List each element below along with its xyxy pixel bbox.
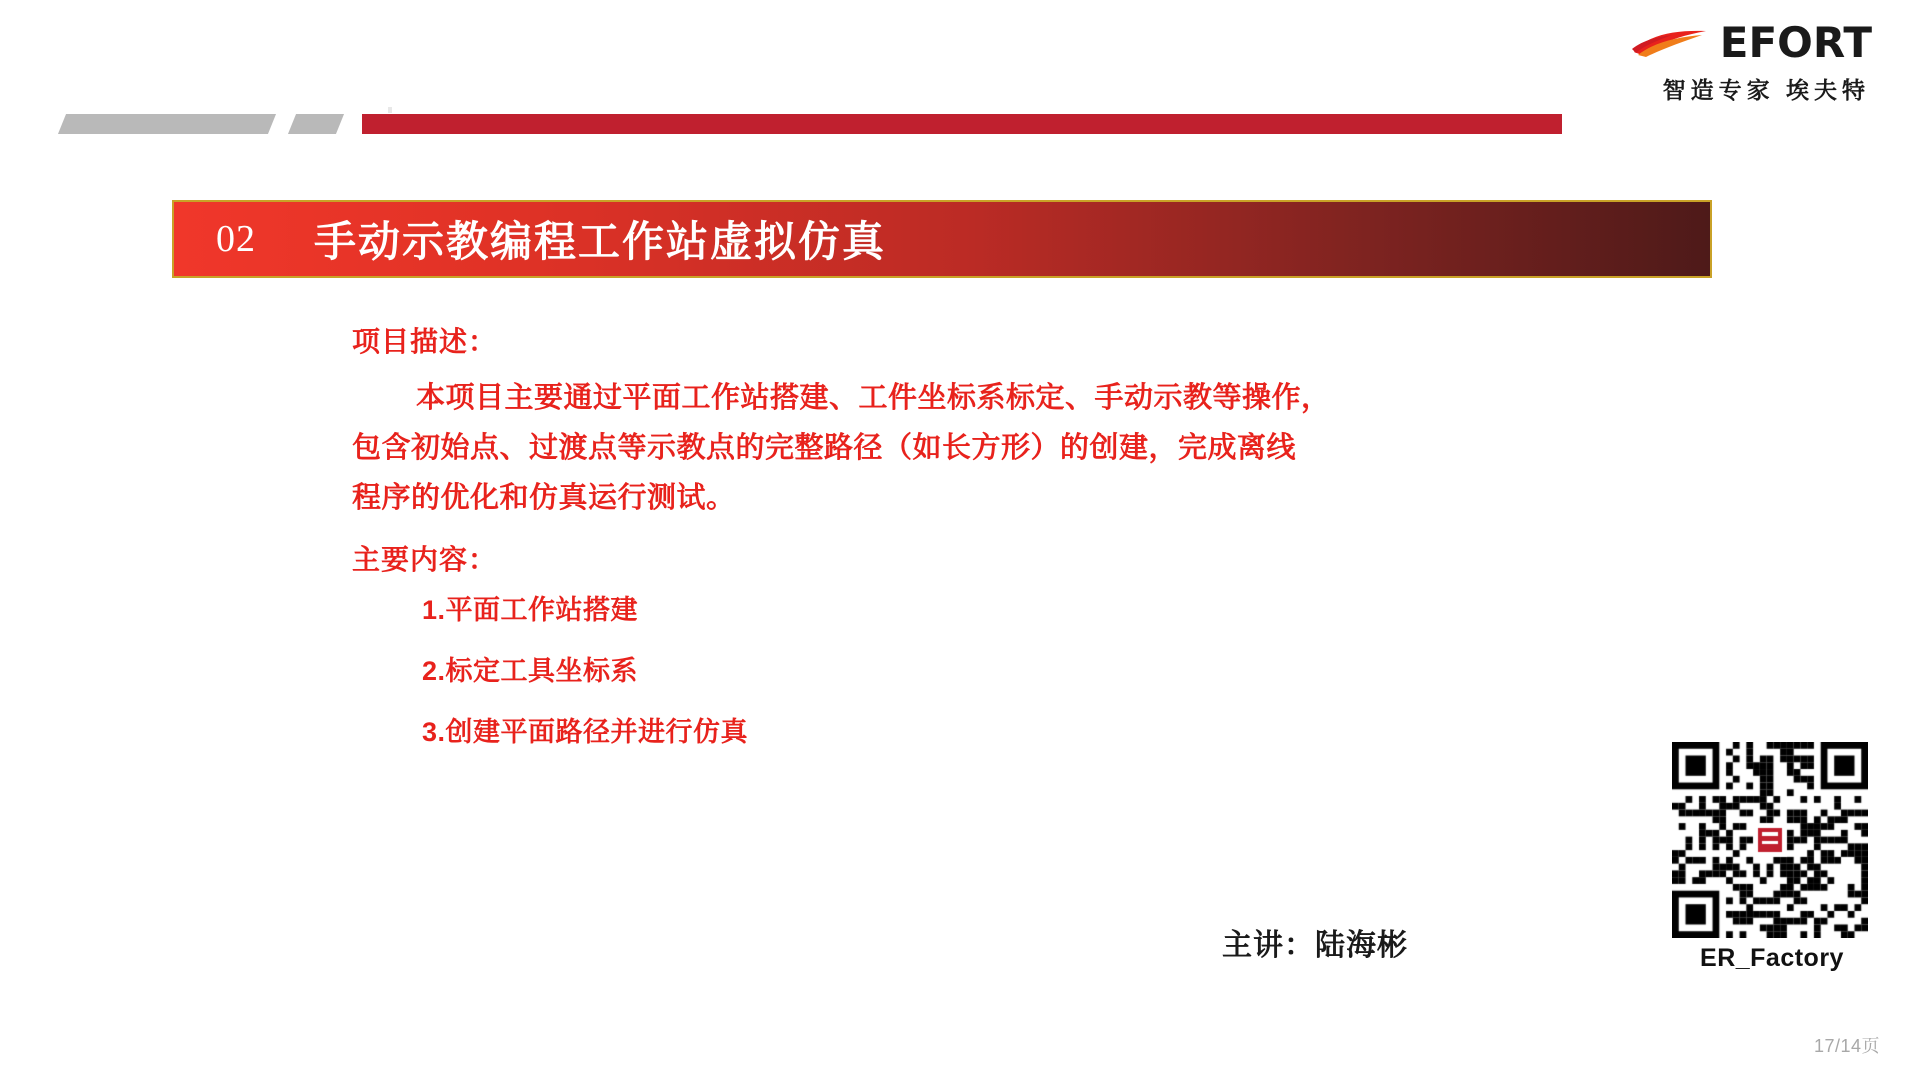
section-heading: 手动示教编程工作站虚拟仿真 [314,217,887,266]
decor-bar-gray-long [58,114,276,134]
brand-name: EFORT [1719,18,1872,67]
presenter-name: 主讲：陆海彬 [1222,929,1408,962]
page-number: 17/14页 [1813,1036,1880,1056]
description-line-1: 本项目主要通过平面工作站搭建、工件坐标系标定、手动示教等操作， [416,382,1331,414]
description-paragraph [352,374,1592,524]
list-item: 3.创建平面路径并进行仿真 [422,716,749,747]
qr-code-label: ER_Factory [1700,944,1844,972]
brand-tagline: 智造专家 埃夫特 [1662,77,1870,103]
description-line-2: 包含初始点、过渡点等示教点的完整路径（如长方形）的创建，完成离线 [352,431,1297,464]
brand-logo [1572,18,1872,105]
section-title-banner [172,200,1712,278]
description-line-3: 程序的优化和仿真运行测试。 [352,481,736,514]
slide-body [352,320,1592,771]
section-number: 02 [216,218,256,260]
qr-code-block [1672,742,1872,973]
list-item: 2.标定工具坐标系 [422,655,639,686]
description-label: 项目描述： [352,326,498,357]
list-item: 1.平面工作站搭建 [422,594,639,625]
logo-row [1572,18,1872,67]
decor-bar-red [362,114,1562,134]
qr-code-icon[interactable] [1672,742,1868,938]
efort-swoosh-icon [1632,22,1710,64]
main-content-label: 主要内容： [352,543,498,575]
decor-bar-gray-short [288,114,344,134]
content-item-list [352,588,1592,749]
